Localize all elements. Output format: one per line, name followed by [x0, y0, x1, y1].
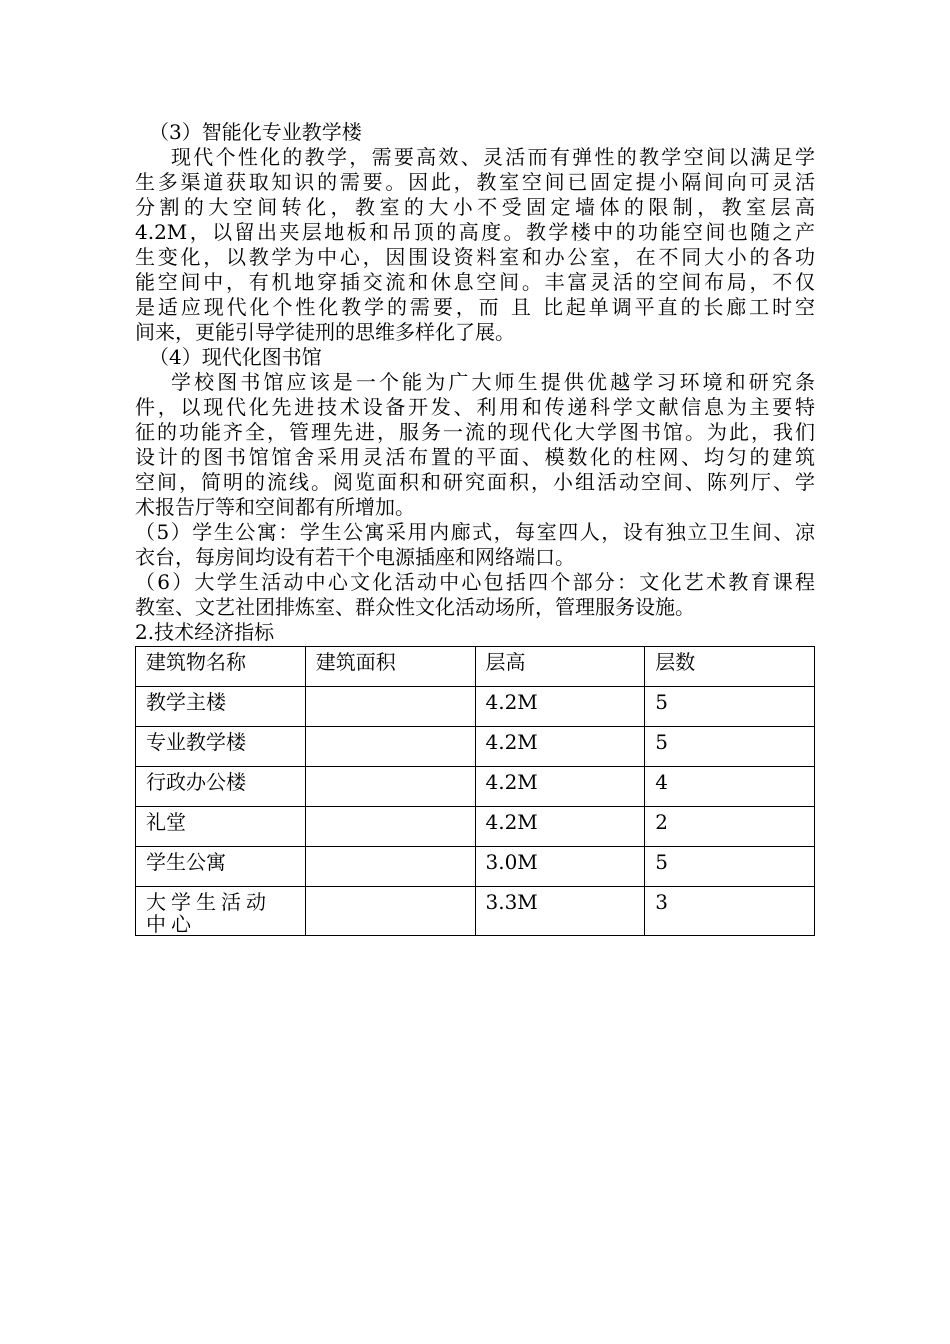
paragraph-line: 设计的图书馆馆舍采用灵活布置的平面、模数化的柱网、均匀的建筑 — [135, 445, 815, 469]
table-cell — [305, 767, 475, 807]
paragraph-line: 现代个性化的教学，需要高效、灵活而有弹性的教学空间以满足学 — [171, 145, 815, 169]
table-cell: 5 — [645, 727, 815, 767]
paragraph-line: 件，以现代化先进技术设备开发、利用和传递科学文献信息为主要特 — [135, 395, 815, 419]
paragraph-line: 是适应现代化个性化教学的需要，而 且 比起单调平直的长廊工时空 — [135, 295, 815, 319]
table-cell: 4.2M — [475, 807, 645, 847]
table-cell: 4.2M — [475, 727, 645, 767]
table-row — [136, 887, 815, 936]
table-cell: 专业教学楼 — [136, 727, 306, 767]
paragraph-line: 生变化，以教学为中心，因围设资料室和办公室，在不同大小的各功 — [135, 245, 815, 269]
table-heading: 2.技术经济指标 — [135, 620, 275, 644]
paragraph-line: 4.2M，以留出夹层地板和吊顶的高度。教学楼中的功能空间也随之产 — [135, 220, 815, 244]
table-cell: 4.2M — [475, 687, 645, 727]
table-cell — [305, 807, 475, 847]
table-cell: 学生公寓 — [136, 847, 306, 887]
paragraph-line: 分割的大空间转化，教室的大小不受固定墙体的限制，教室层高 — [135, 195, 815, 219]
paragraph-line: 术报告厅等和空间都有所增加。 — [135, 495, 415, 519]
paragraph-line: 生多渠道获取知识的需要。因此，教室空间已固定提小隔间向可灵活 — [135, 170, 815, 194]
table-cell — [305, 847, 475, 887]
document-page — [135, 120, 815, 936]
table-cell: 5 — [645, 847, 815, 887]
table-cell — [305, 727, 475, 767]
table-row — [136, 847, 815, 887]
section-heading-4: （4）现代化图书馆 — [149, 345, 322, 369]
table-cell: 4 — [645, 767, 815, 807]
table-cell: 2 — [645, 807, 815, 847]
section-heading-3: （3）智能化专业教学楼 — [149, 120, 362, 144]
table-cell: 礼堂 — [136, 807, 306, 847]
table-header-row — [136, 647, 815, 687]
table-row — [136, 807, 815, 847]
table-header-cell: 层数 — [645, 647, 815, 687]
table-row — [136, 727, 815, 767]
metrics-table — [135, 646, 815, 936]
table-cell: 教学主楼 — [136, 687, 306, 727]
table-row — [136, 767, 815, 807]
paragraph-line: 学校图书馆应该是一个能为广大师生提供优越学习环境和研究条 — [171, 370, 815, 394]
table-cell: 行政办公楼 — [136, 767, 306, 807]
table-header-cell: 层高 — [475, 647, 645, 687]
table-header-cell: 建筑物名称 — [136, 647, 306, 687]
paragraph-line: 空间，简明的流线。阅览面积和研究面积，小组活动空间、陈列厅、学 — [135, 470, 815, 494]
paragraph-line: 能空间中，有机地穿插交流和休息空间。丰富灵活的空间布局，不仅 — [135, 270, 815, 294]
table-cell — [305, 687, 475, 727]
paragraph-line: 衣台，每房间均设有若干个电源插座和网络端口。 — [135, 545, 575, 569]
table-cell: 4.2M — [475, 767, 645, 807]
table-cell: 5 — [645, 687, 815, 727]
table-cell: 3.0M — [475, 847, 645, 887]
paragraph-line: 教室、文艺社团排炼室、群众性文化活动场所，管理服务设施。 — [135, 595, 695, 619]
paragraph-line: （5）学生公寓：学生公寓采用内廊式，每室四人，设有独立卫生间、凉 — [135, 520, 815, 544]
table-cell: 3.3M — [475, 887, 645, 936]
table-row — [136, 687, 815, 727]
table-header-cell: 建筑面积 — [305, 647, 475, 687]
table-cell: 3 — [645, 887, 815, 936]
paragraph-line: （6）大学生活动中心文化活动中心包括四个部分：文化艺术教育课程 — [135, 570, 815, 594]
paragraph-line: 间来，更能引导学徒刑的思维多样化了展。 — [135, 320, 515, 344]
table-cell — [305, 887, 475, 936]
paragraph-line: 征的功能齐全，管理先进，服务一流的现代化大学图书馆。为此，我们 — [135, 420, 815, 444]
table-cell: 大学生活动中心 — [136, 887, 306, 936]
